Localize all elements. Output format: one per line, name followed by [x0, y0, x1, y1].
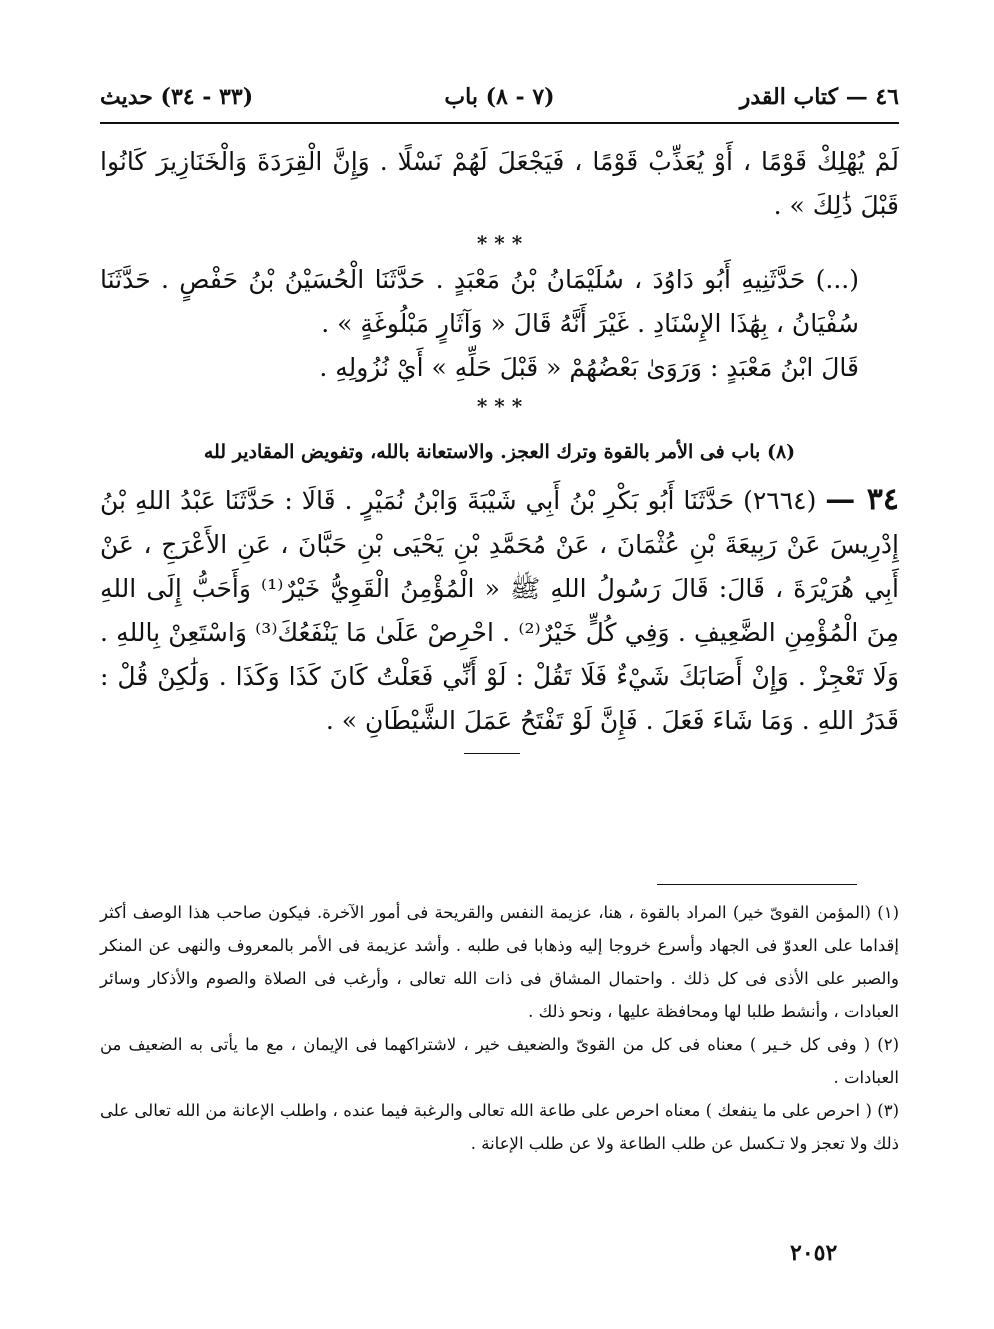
comment-paragraph: قَالَ ابْنُ مَعْبَدٍ : وَرَوَىٰ بَعْضُهُمْ « قَبْلَ حَلِّهِ » أَيْ نُزُولِهِ .: [319, 353, 859, 382]
footnotes: [100, 896, 899, 1160]
hadith-number: ٣٤ —: [825, 482, 899, 517]
main-text: [100, 140, 899, 743]
header-book-title: ٤٦ — كتاب القدر: [739, 84, 899, 110]
end-of-text-rule: [464, 753, 520, 754]
footnote-divider: [657, 884, 857, 885]
isnad-paragraph: (...) حَدَّثَنِيهِ أَبُو دَاوُدَ ، سُلَيْمَانُ بْنُ مَعْبَدٍ . حَدَّثَنَا الْحُسَيْنُ بْنُ حَفْصٍ . حَدَّثَنَا سُفْيَانُ ، بِهَٰذَا الإِسْنَادِ . غَيْرَ أَنَّهُ قَالَ « وَآثَارٍ مَبْلُوغَةٍ » .: [100, 265, 859, 338]
footnote-2: (٢) ( وفى كل خـير ) معناه فى كل من القوىّ والضعيف خير ، لاشتراكهما فى الإيمان ، مع ما يأتى به الضعيف من العبادات .: [100, 1035, 899, 1087]
continuation-line: لَمْ يُهْلِكْ قَوْمًا ، أَوْ يُعَذِّبْ قَوْمًا ، فَيَجْعَلَ لَهُمْ نَسْلًا . وَإِنَّ الْقِرَدَةَ وَالْخَنَازِيرَ كَانُوا قَبْلَ ذَٰلِكَ » .: [100, 147, 899, 220]
section-separator-stars-2: * * *: [476, 394, 523, 418]
header-divider: [100, 122, 899, 124]
footnote-3: (٣) ( احرص على ما ينفعك ) معناه احرص على طاعة الله تعالى والرغبة فيما عنده ، واطلب الإعانة من الله تعالى على ذلك ولا تعجز ولا تـكسل عن طلب الطاعة ولا عن طلب الإعانة .: [100, 1101, 899, 1153]
header-hadith-range: (٣٣ - ٣٤) حديث: [100, 84, 254, 110]
header-chapter-range: (٧ - ٨) باب: [444, 84, 555, 110]
page-number: ٢٠٥٢: [790, 1240, 838, 1266]
footnote-1: (١) (المؤمن القوىّ خير) المراد بالقوة ، هنا، عزيمة النفس والقريحة فى أمور الآخرة. فيكون صاحب هذا الوصف أكثر إقداما على العدوّ فى الجهاد وأسرع خروجا إليه وذهابا فى طلبه . وأشد عزيمة فى الأمر بالمعروف والنهى عن المنكر والصبر على الأذى فى كل ذلك . واحتمال المشاق فى ذات الله تعالى ، وأرغب فى الصلاة والصوم والأذكار وسائر العبادات ، وأنشط طلبا لها ومحافظة عليها ، ونحو ذلك .: [100, 903, 899, 1021]
chapter-heading: (٨) باب فى الأمر بالقوة وترك العجز. والاستعانة بالله، وتفويض المقادير لله: [203, 441, 796, 463]
page-header: [100, 78, 899, 118]
section-separator-stars: * * *: [476, 231, 523, 255]
hadith-paragraph: [100, 478, 899, 743]
hadith-text: (٢٦٦٤) حَدَّثَنَا أَبُو بَكْرِ بْنُ أَبِي شَيْبَةَ وَابْنُ نُمَيْرٍ . قَالَا : حَدَّثَنَا عَبْدُ اللهِ بْنُ إِدْرِيسَ عَنْ رَبِيعَةَ بْنِ عُثْمَانَ ، عَنْ مُحَمَّدِ بْنِ يَحْيَى بْنِ حَبَّانَ ، عَنِ الأَعْرَجِ ، عَنْ أَبِي هُرَيْرَةَ ، قَالَ: قَالَ رَسُولُ اللهِ ﷺ « الْمُؤْمِنُ الْقَوِيُّ خَيْرٌ⁽¹⁾ وَأَحَبُّ إِلَى اللهِ مِنَ الْمُؤْمِنِ الضَّعِيفِ . وَفِي كُلٍّ خَيْرٌ⁽²⁾ . احْرِصْ عَلَىٰ مَا يَنْفَعُكَ⁽³⁾ وَاسْتَعِنْ بِاللهِ . وَلَا تَعْجِزْ . وَإِنْ أَصَابَكَ شَيْءٌ فَلَا تَقُلْ : لَوْ أَنِّي فَعَلْتُ كَانَ كَذَا وَكَذَا . وَلَٰكِنْ قُلْ : قَدَرُ اللهِ . وَمَا شَاءَ فَعَلَ . فَإِنَّ لَوْ تَفْتَحُ عَمَلَ الشَّيْطَانِ » .: [100, 486, 899, 735]
